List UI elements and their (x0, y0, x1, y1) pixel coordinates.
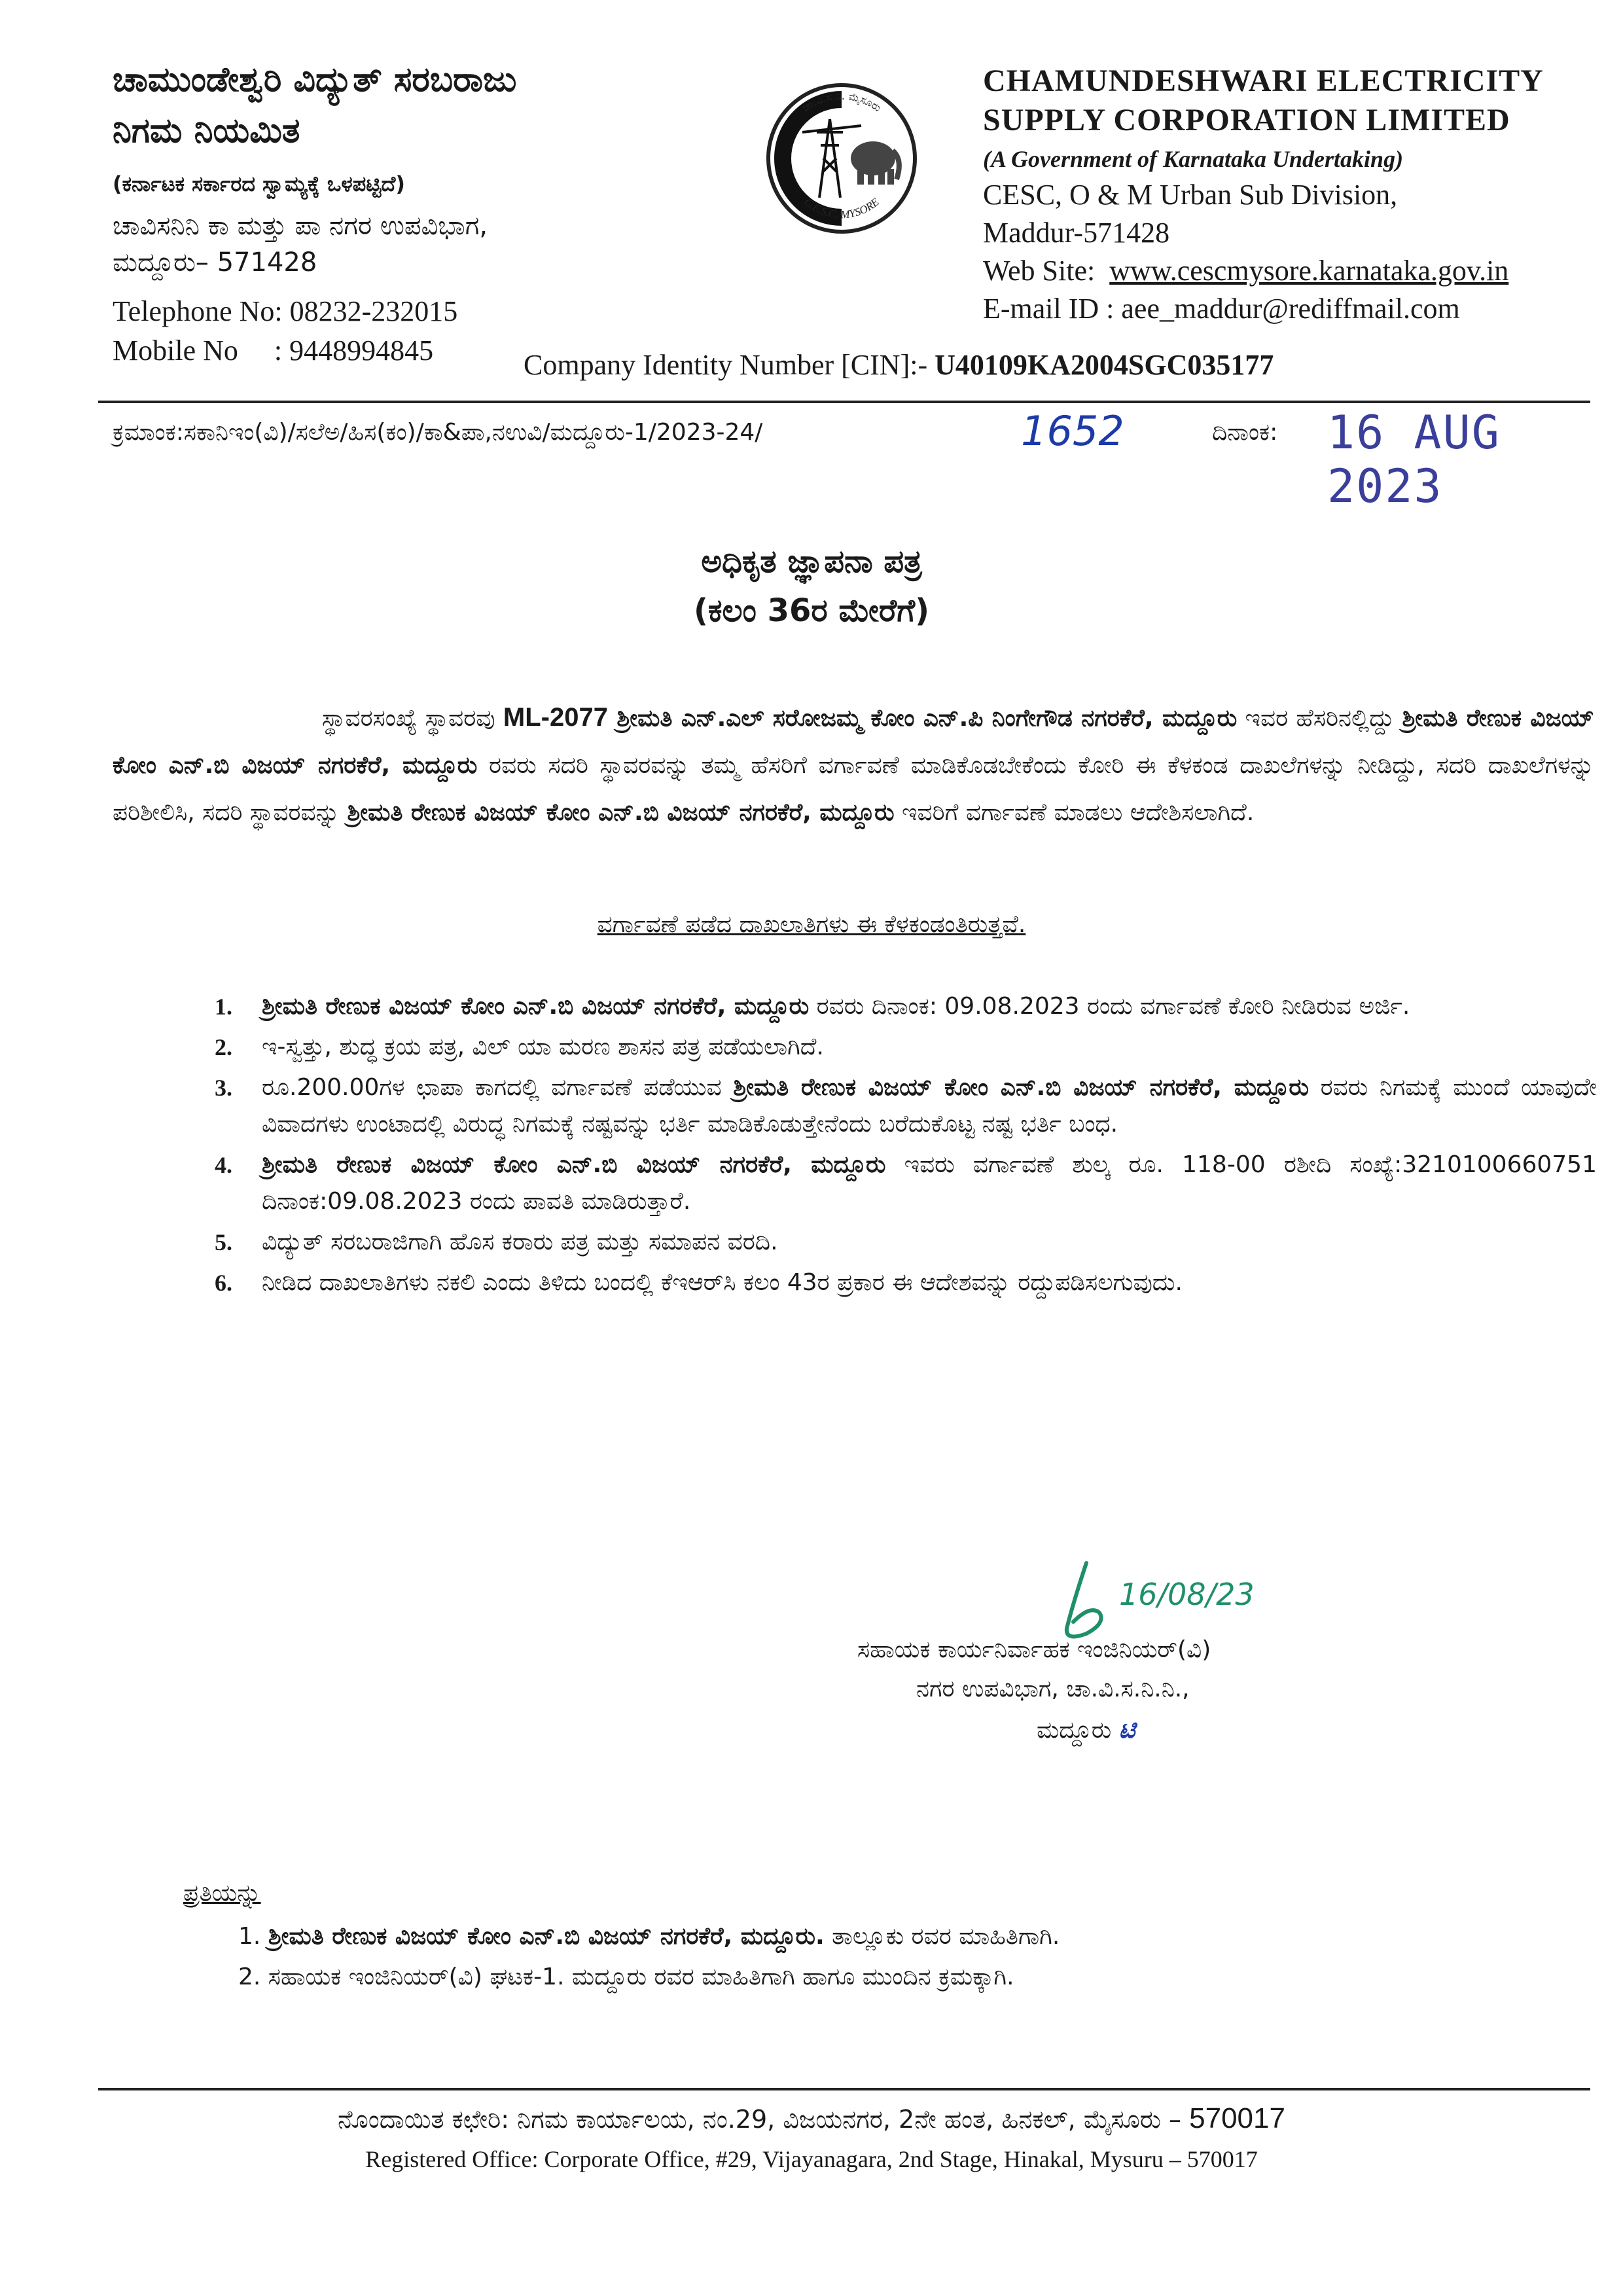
list-item-text: ಇವರು ವರ್ಗಾವಣೆ ಶುಲ್ಕ ರೂ. 118-00 ರಶೀದಿ ಸಂಖ್ಯೆ:3210100660751 ದಿನಾಂಕ:09.08.2023 ರಂದು ಪಾವತಿ ಮಾಡಿರುತ್ತಾರೆ. (262, 1151, 1597, 1215)
list-number: 1. (215, 994, 232, 1020)
signature-mark (1047, 1550, 1270, 1648)
list-item-bold: ಶ್ರೀಮತಿ ರೇಣುಕ ವಿಜಯ್ ಕೋಂ ಎನ್.ಬಿ ವಿಜಯ್ ನಗರಕೆರೆ, ಮದ್ದೂರು (262, 993, 810, 1020)
email: E-mail ID : aee_maddur@rediffmail.com (983, 293, 1460, 325)
document-subtitle: (ಕಲಂ 36ರ ಮೇರೆಗೆ) (693, 592, 930, 629)
list-item-text: ರವರು ದಿನಾಂಕ: 09.08.2023 ರಂದು ವರ್ಗಾವಣೆ ಕೋರಿ ನೀಡಿರುವ ಅರ್ಜಿ. (809, 993, 1410, 1020)
signatory-designation: ಸಹಾಯಕ ಕಾರ್ಯನಿರ್ವಾಹಕ ಇಂಜಿನಿಯರ್(ವಿ) (857, 1636, 1211, 1663)
copy-to-item-2: 2. ಸಹಾಯಕ ಇಂಜಿನಿಯರ್(ವಿ) ಘಟಕ-1. ಮದ್ದೂರು ರವರ ಮಾಹಿತಿಗಾಗಿ ಹಾಗೂ ಮುಂದಿನ ಕ್ರಮಕ್ಕಾಗಿ. (238, 1964, 1014, 1990)
para-text-4: ಇವರಿಗೆ ವರ್ಗಾವಣೆ ಮಾಡಲು ಆದೇಶಿಸಲಾಗಿದೆ. (894, 799, 1255, 826)
cin-line (524, 348, 1274, 382)
footer-divider (98, 2088, 1590, 2090)
list-item (215, 1069, 1597, 1143)
list-item-bold: ಶ್ರೀಮತಿ ರೇಣುಕ ವಿಜಯ್ ಕೋಂ ಎನ್.ಬಿ ವಿಜಯ್ ನಗರಕೆರೆ, ಮದ್ದೂರು (262, 1151, 886, 1178)
place-kannada: ಮದ್ದೂರು– 571428 (113, 247, 317, 278)
date-stamp: 16 AUG 2023 (1327, 406, 1501, 513)
signatory-office: ನಗರ ಉಪವಿಭಾಗ, ಚಾ.ವಿ.ಸ.ನಿ.ನಿ., (916, 1676, 1190, 1702)
footer-pincode: 570017 (1189, 2102, 1285, 2134)
list-item (215, 1265, 1597, 1301)
list-number: 4. (215, 1152, 232, 1178)
office-kannada: ಚಾವಿಸನಿನಿ ಕಾ ಮತ್ತು ಪಾ ನಗರ ಉಪವಿಭಾಗ, (113, 211, 488, 241)
copy-to-label: ಪ್ರತಿಯನ್ನು (183, 1880, 261, 1907)
list-number: 2. (215, 1034, 232, 1060)
website-link[interactable]: www.cescmysore.karnataka.gov.in (1109, 255, 1509, 287)
list-item (215, 988, 1597, 1025)
reference-number: ಕ್ರಮಾಂಕ:ಸಕಾನಿಇಂ(ವಿ)/ಸಲೆಅ/ಹಿಸ(ಕಂ)/ಕಾ&ಪಾ,ನಉವಿ/ಮದ್ದೂರು-1/2023-24/ (113, 419, 763, 446)
footer-kannada-text: ನೊಂದಾಯಿತ ಕಛೇರಿ: ನಿಗಮ ಕಾರ್ಯಾಲಯ, ನಂ.29, ವಿಜಯನಗರ, 2ನೇ ಹಂತ, ಹಿನಕಲ್, ಮೈಸೂರು – (338, 2105, 1190, 2134)
company-name-kannada-line2: ನಿಗಮ ನಿಯಮಿತ (113, 111, 300, 151)
new-owner: ಶ್ರೀಮತಿ ರೇಣುಕ ವಿಜಯ್ ಕೋಂ ಎನ್.ಬಿ ವಿಜಯ್ ನಗರಕೆರೆ, ಮದ್ದೂರು (113, 705, 1594, 779)
document-title: ಅಧಿಕೃತ ಜ್ಞಾಪನಾ ಪತ್ರ (701, 543, 922, 580)
date-label: ದಿನಾಂಕ: (1212, 419, 1278, 446)
company-name-kannada-line1: ಚಾಮುಂಡೇಶ್ವರಿ ವಿದ್ಯುತ್ ಸರಬರಾಜು (113, 60, 517, 99)
para-text-3: ರವರು ಸದರಿ ಸ್ಥಾವರವನ್ನು ತಮ್ಮ ಹೆಸರಿಗೆ ವರ್ಗಾವಣೆ ಮಾಡಿಕೊಡಬೇಕೆಂದು ಕೋರಿ ಈ ಕೆಳಕಂಡ ದಾಖಲೆಗಳನ್ನು ನೀಡಿದ್ದು, ಸದರಿ ದಾಖಲೆಗಳನ್ನು ಪರಿಶೀಲಿಸಿ, ಸದರಿ ಸ್ಥಾವರವನ್ನು (113, 752, 1594, 826)
copy-number: 1. (238, 1923, 261, 1950)
list-number: 5. (215, 1229, 232, 1255)
copy-purpose: ತಾಲ್ಲೂಕು ರವರ ಮಾಹಿತಿಗಾಗಿ. (824, 1923, 1060, 1950)
company-name-english-line1: CHAMUNDESHWARI ELECTRICITY (983, 63, 1544, 98)
mobile-number: Mobile No : 9448994845 (113, 334, 434, 367)
list-item-text: ರೂ.200.00ಗಳ ಛಾಪಾ ಕಾಗದಲ್ಲಿ ವರ್ಗಾವಣೆ ಪಡೆಯುವ (262, 1074, 734, 1101)
list-number: 6. (215, 1270, 232, 1296)
cesc-logo-icon (757, 73, 927, 243)
company-name-english-line2: SUPPLY CORPORATION LIMITED (983, 103, 1510, 137)
header-divider (98, 401, 1590, 403)
ink-initial: ಟಿ (1118, 1715, 1135, 1744)
cin-value: U40109KA2004SGC035177 (935, 349, 1274, 381)
documents-heading: ವರ್ಗಾವಣೆ ಪಡೆದ ದಾಖಲಾತಿಗಳು ಈ ಕೆಳಕಂಡಂತಿರುತ್ತವೆ. (597, 911, 1026, 938)
signatory-place (1037, 1715, 1135, 1744)
list-item-text: ನೀಡಿದ ದಾಖಲಾತಿಗಳು ನಕಲಿ ಎಂದು ತಿಳಿದು ಬಂದಲ್ಲಿ ಕೆಇಆರ್‌ಸಿ ಕಲಂ 43ರ ಪ್ರಕಾರ ಈ ಆದೇಶವನ್ನು ರದ್ದುಪಡಿಸಲಗುವುದು. (262, 1269, 1183, 1296)
list-item (215, 1147, 1597, 1220)
copy-recipient: ಶ್ರೀಮತಿ ರೇಣುಕ ವಿಜಯ್ ಕೋಂ ಎನ್.ಬಿ ವಿಜಯ್ ನಗರಕೆರೆ, ಮದ್ದೂರು. (268, 1923, 825, 1950)
logo-bottom-text: C.E.S.C, MYSORE (802, 195, 882, 221)
office-english: CESC, O & M Urban Sub Division, (983, 179, 1398, 211)
telephone-number: Telephone No: 08232-232015 (113, 295, 458, 327)
footer-english: Registered Office: Corporate Office, #29, Vijayanagara, 2nd Stage, Hinakal, Mysuru – 570017 (365, 2146, 1258, 2172)
signature-date: 16/08/23 (1119, 1577, 1255, 1612)
list-item-text: ವಿದ್ಯುತ್ ಸರಬರಾಜಿಗಾಗಿ ಹೊಸ ಕರಾರು ಪತ್ರ ಮತ್ತು ಸಮಾಪನ ವರದಿ. (262, 1229, 778, 1255)
list-item-bold: ಶ್ರೀಮತಿ ರೇಣುಕ ವಿಜಯ್ ಕೋಂ ಎನ್.ಬಿ ವಿಜಯ್ ನಗರಕೆರೆ, ಮದ್ದೂರು (733, 1074, 1309, 1101)
list-item (215, 1029, 1597, 1066)
govt-undertaking-kannada: (ಕರ್ನಾಟಕ ಸರ್ಕಾರದ ಸ್ವಾಮ್ಯಕ್ಕೆ ಒಳಪಟ್ಟಿದೆ) (113, 171, 406, 196)
list-item (215, 1224, 1597, 1261)
para-text-2: ಇವರ ಹೆಸರಿನಲ್ಲಿದ್ದು (1237, 705, 1402, 732)
list-item-text: ರವರು ನಿಗಮಕ್ಕೆ ಮುಂದೆ ಯಾವುದೇ ವಿವಾದಗಳು ಉಂಟಾದಲ್ಲಿ ವಿರುದ್ಧ ನಿಗಮಕ್ಕೆ ನಷ್ಟವನ್ನು ಭರ್ತಿ ಮಾಡಿಕೊಡುತ್ತೇನೆಂದು ಬರೆದುಕೊಟ್ಟ ನಷ್ಟ ಭರ್ತಿ ಬಂಧ. (262, 1074, 1597, 1138)
logo-top-text: ಚಾ.ವಿ.ಸ.ನಿ. ಮೈಸೂರು (800, 89, 884, 115)
place-english: Maddur-571428 (983, 217, 1170, 249)
website (983, 254, 1508, 287)
footer-kannada (0, 2102, 1623, 2135)
list-item-text: ಇ-ಸ್ವತ್ತು, ಶುದ್ಧ ಕ್ರಯ ಪತ್ರ, ವಿಲ್ ಯಾ ಮರಣ ಶಾಸನ ಪತ್ರ ಪಡೆಯಲಾಗಿದೆ. (262, 1033, 824, 1060)
body-paragraph (113, 694, 1594, 836)
handwritten-reference-number: 1652 (1021, 407, 1124, 455)
list-number: 3. (215, 1075, 232, 1101)
installation-number: ML-2077 (503, 703, 608, 732)
website-label: Web Site: (983, 255, 1110, 287)
documents-list (215, 988, 1597, 1305)
previous-owner: ಶ್ರೀಮತಿ ಎನ್.ಎಲ್ ಸರೋಜಮ್ಮ ಕೋಂ ಎನ್.ಪಿ ನಿಂಗೇಗೌಡ ನಗರಕೆರೆ, ಮದ್ದೂರು (607, 705, 1238, 732)
govt-undertaking-english: (A Government of Karnataka Undertaking) (983, 146, 1404, 172)
cin-label: Company Identity Number [CIN]:- (524, 349, 935, 381)
new-owner-repeat: ಶ್ರೀಮತಿ ರೇಣುಕ ವಿಜಯ್ ಕೋಂ ಎನ್.ಬಿ ವಿಜಯ್ ನಗರಕೆರೆ, ಮದ್ದೂರು (347, 799, 895, 826)
signatory-place-text: ಮದ್ದೂರು (1037, 1717, 1112, 1744)
copy-to-item-1 (238, 1923, 1060, 1950)
para-text-1: ಸ್ಥಾವರಸಂಖ್ಯೆ ಸ್ಥಾವರವು (322, 705, 503, 732)
